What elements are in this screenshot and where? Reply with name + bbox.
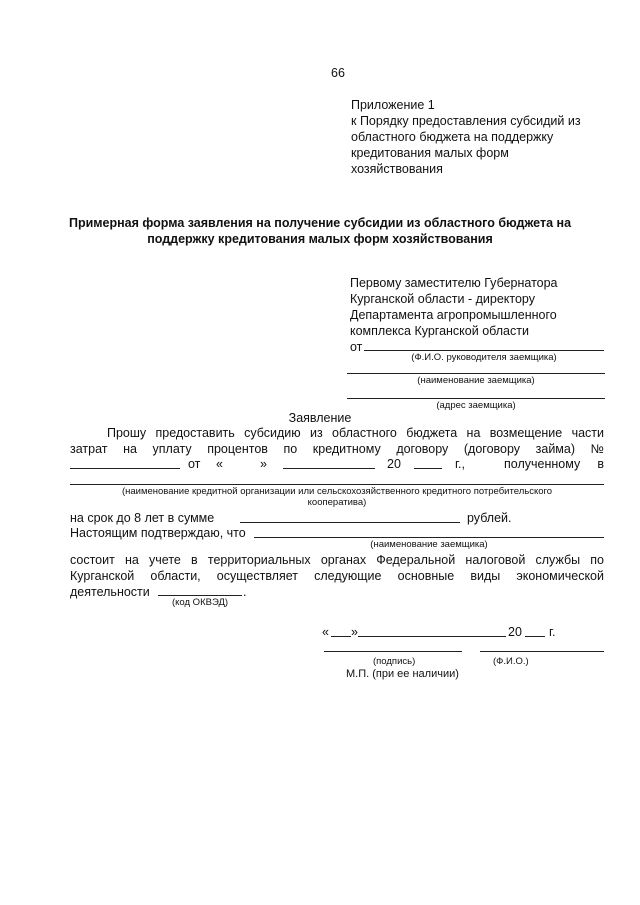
appendix-line: кредитования малых форм bbox=[351, 146, 509, 160]
paragraph-line: деятельности bbox=[70, 585, 150, 599]
borrower-name2-hint: (наименование заемщика) bbox=[370, 539, 488, 550]
addressee-line: Первому заместителю Губернатора bbox=[350, 276, 558, 290]
okved-field-line bbox=[158, 595, 242, 596]
appendix-line: хозяйствования bbox=[351, 162, 443, 176]
date-year-suffix: г. bbox=[549, 625, 556, 639]
signature-hint: (подпись) bbox=[373, 656, 416, 667]
quote-open: « bbox=[216, 457, 223, 471]
signature-field-line bbox=[324, 651, 462, 652]
paragraph-line: Курганской области, осуществляет следующие основные виды экономической bbox=[70, 569, 604, 583]
stamp-hint: М.П. (при ее наличии) bbox=[346, 668, 459, 680]
fio-field-line bbox=[480, 651, 604, 652]
credit-org-hint: (наименование кредитной организации или сельскохозяйственного кредитного потребительского bbox=[121, 486, 553, 497]
borrower-name-field-line bbox=[347, 373, 605, 374]
credit-org-field-line bbox=[70, 484, 604, 485]
addressee-line: Курганской области - директору bbox=[350, 292, 535, 306]
date-year-prefix: 20 bbox=[508, 625, 522, 639]
day-field-line bbox=[331, 636, 351, 637]
year-suffix: г., bbox=[455, 457, 465, 471]
title-line: поддержку кредитования малых форм хозяйствования bbox=[147, 232, 493, 246]
year-field-line bbox=[525, 636, 545, 637]
appendix-line: к Порядку предоставления субсидий из bbox=[351, 114, 581, 128]
date-quote-open: « bbox=[322, 625, 329, 639]
fio-head-hint: (Ф.И.О. руководителя заемщика) bbox=[411, 352, 557, 363]
received-in-text: полученному в bbox=[504, 457, 604, 471]
contract-year-field-line bbox=[414, 468, 442, 469]
contract-number-field-line bbox=[70, 468, 180, 469]
year-prefix: 20 bbox=[387, 457, 401, 471]
from-label: от bbox=[350, 340, 363, 354]
credit-org-hint-cont: кооператива) bbox=[307, 497, 367, 508]
paragraph-end: . bbox=[243, 585, 247, 599]
rubles-text: рублей. bbox=[467, 511, 512, 525]
borrower-name2-field-line bbox=[254, 537, 604, 538]
term-text: на срок до 8 лет в сумме bbox=[70, 511, 215, 525]
borrower-address-field-line bbox=[347, 398, 605, 399]
title-line: Примерная форма заявления на получение субсидии из областного бюджета на bbox=[68, 216, 572, 230]
paragraph-line: состоит на учете в территориальных органах Федеральной налоговой службы по bbox=[70, 553, 604, 567]
appendix-line: областного бюджета на поддержку bbox=[351, 130, 554, 144]
fio-head-field-line bbox=[364, 350, 604, 351]
statement-heading: Заявление bbox=[288, 411, 352, 425]
paragraph-line: Прошу предоставить субсидию из областного бюджета на возмещение части bbox=[107, 426, 604, 440]
addressee-line: комплекса Курганской области bbox=[350, 324, 529, 338]
from-word: от bbox=[188, 457, 201, 471]
fio-hint: (Ф.И.О.) bbox=[493, 656, 529, 667]
appendix-line: Приложение 1 bbox=[351, 98, 435, 112]
okved-hint: (код ОКВЭД) bbox=[172, 597, 229, 608]
month-field-line bbox=[358, 636, 506, 637]
confirm-text: Настоящим подтверждаю, что bbox=[70, 526, 246, 540]
borrower-address-hint: (адрес заемщика) bbox=[436, 400, 516, 411]
sum-field-line bbox=[240, 522, 460, 523]
addressee-line: Департамента агропромышленного bbox=[350, 308, 557, 322]
borrower-name-hint: (наименование заемщика) bbox=[417, 375, 535, 386]
paragraph-line: затрат на уплату процентов по кредитному договору (договору займа) № bbox=[70, 442, 604, 456]
page-number: 66 bbox=[331, 66, 345, 80]
date-quote-close: » bbox=[351, 625, 358, 639]
quote-close: » bbox=[260, 457, 267, 471]
contract-date-field-line bbox=[283, 468, 375, 469]
